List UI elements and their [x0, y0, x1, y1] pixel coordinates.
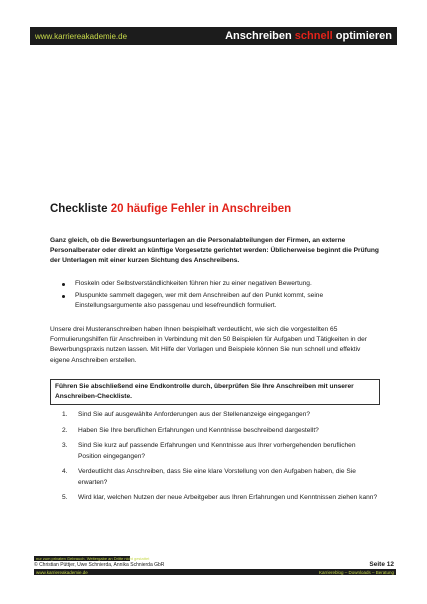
page-title: Checkliste 20 häufige Fehler in Anschreiben: [50, 203, 292, 215]
bullet-item: Floskeln oder Selbstverständlichkeiten führen hier zu einer negativen Bewertung.: [62, 279, 380, 289]
callout-box: Führen Sie abschließend eine Endkontrolle durch, überprüfen Sie Ihre Anschreiben mit unserer Anschreiben-Checkliste.: [50, 379, 380, 405]
page-title-accent: 20 häufige Fehler in Anschreiben: [110, 203, 292, 215]
checklist-item: 4. Verdeutlicht das Anschreiben, dass Sie eine klare Vorstellung von den Aufgaben haben, die Sie erwarten?: [62, 468, 356, 486]
header-url[interactable]: www.karriereakademie.de: [35, 31, 128, 41]
header-bar: [30, 27, 397, 45]
checklist-item: 5. Wird klar, welchen Nutzen der neue Arbeitgeber aus Ihren Erfahrungen und Kenntnissen ziehen kann?: [62, 494, 378, 502]
checklist: [62, 410, 380, 509]
header-title-accent: schnell: [294, 30, 333, 42]
footer-bar: [34, 569, 396, 575]
checklist-item: 2. Haben Sie Ihre beruflichen Erfahrungen und Kenntnisse beschreibend dargestellt?: [62, 426, 319, 434]
footer-copyright: © Christian Püttjer, Uwe Schnierda, Annika Schnierda GbR: [34, 562, 165, 568]
footer-notice: nur zum privaten Gebrauch, Weitergabe an Dritte nicht gestattet: [36, 556, 150, 561]
header-title: Anschreiben schnell optimieren: [225, 30, 392, 42]
body-paragraph: Unsere drei Musteranschreiben haben Ihnen beispielhaft verdeutlicht, wie sich die vorgestellten 65 Formulierungshilfen für Anschreiben in Verbindung mit den 50 Beispielen für Aufgaben und Tätigkeiten in der Bewerbungspraxis nutzen lassen. Mit Hilfe der Vorlagen und Beispiele können Sie nun schnell und effektiv eigene Anschreiben erstellen.: [50, 326, 367, 364]
footer-url[interactable]: www.karriereakademie.de: [36, 569, 88, 575]
intro-paragraph: Ganz gleich, ob die Bewerbungsunterlagen an die Personalabteilungen der Firmen, an externe Personalberater oder direkt an künftige Vorgesetzte gerichtet werden: Üblicherweise beginnt die Prüfung der Unterlagen mit einer kurzen Sichtung des Anschreibens.: [50, 237, 379, 265]
page-number: Seite 12: [369, 561, 394, 568]
bullet-item: Pluspunkte sammelt dagegen, wer mit dem Anschreiben auf den Punkt kommt, seine Einstellungsargumente also passgenau und lesefreundlich formuliert.: [62, 291, 380, 311]
checklist-item: 3. Sind Sie kurz auf passende Erfahrungen und Kenntnisse aus Ihrer vorhergehenden beruflichen Position eingegangen?: [62, 442, 356, 460]
footer-line: [34, 562, 394, 568]
bullet-list: [62, 279, 380, 314]
checklist-item: 1. Sind Sie auf ausgewählte Anforderungen aus der Stellenanzeige eingegangen?: [62, 411, 311, 418]
footer-links[interactable]: Karriereblog – Downloads – Beratung: [318, 569, 394, 575]
